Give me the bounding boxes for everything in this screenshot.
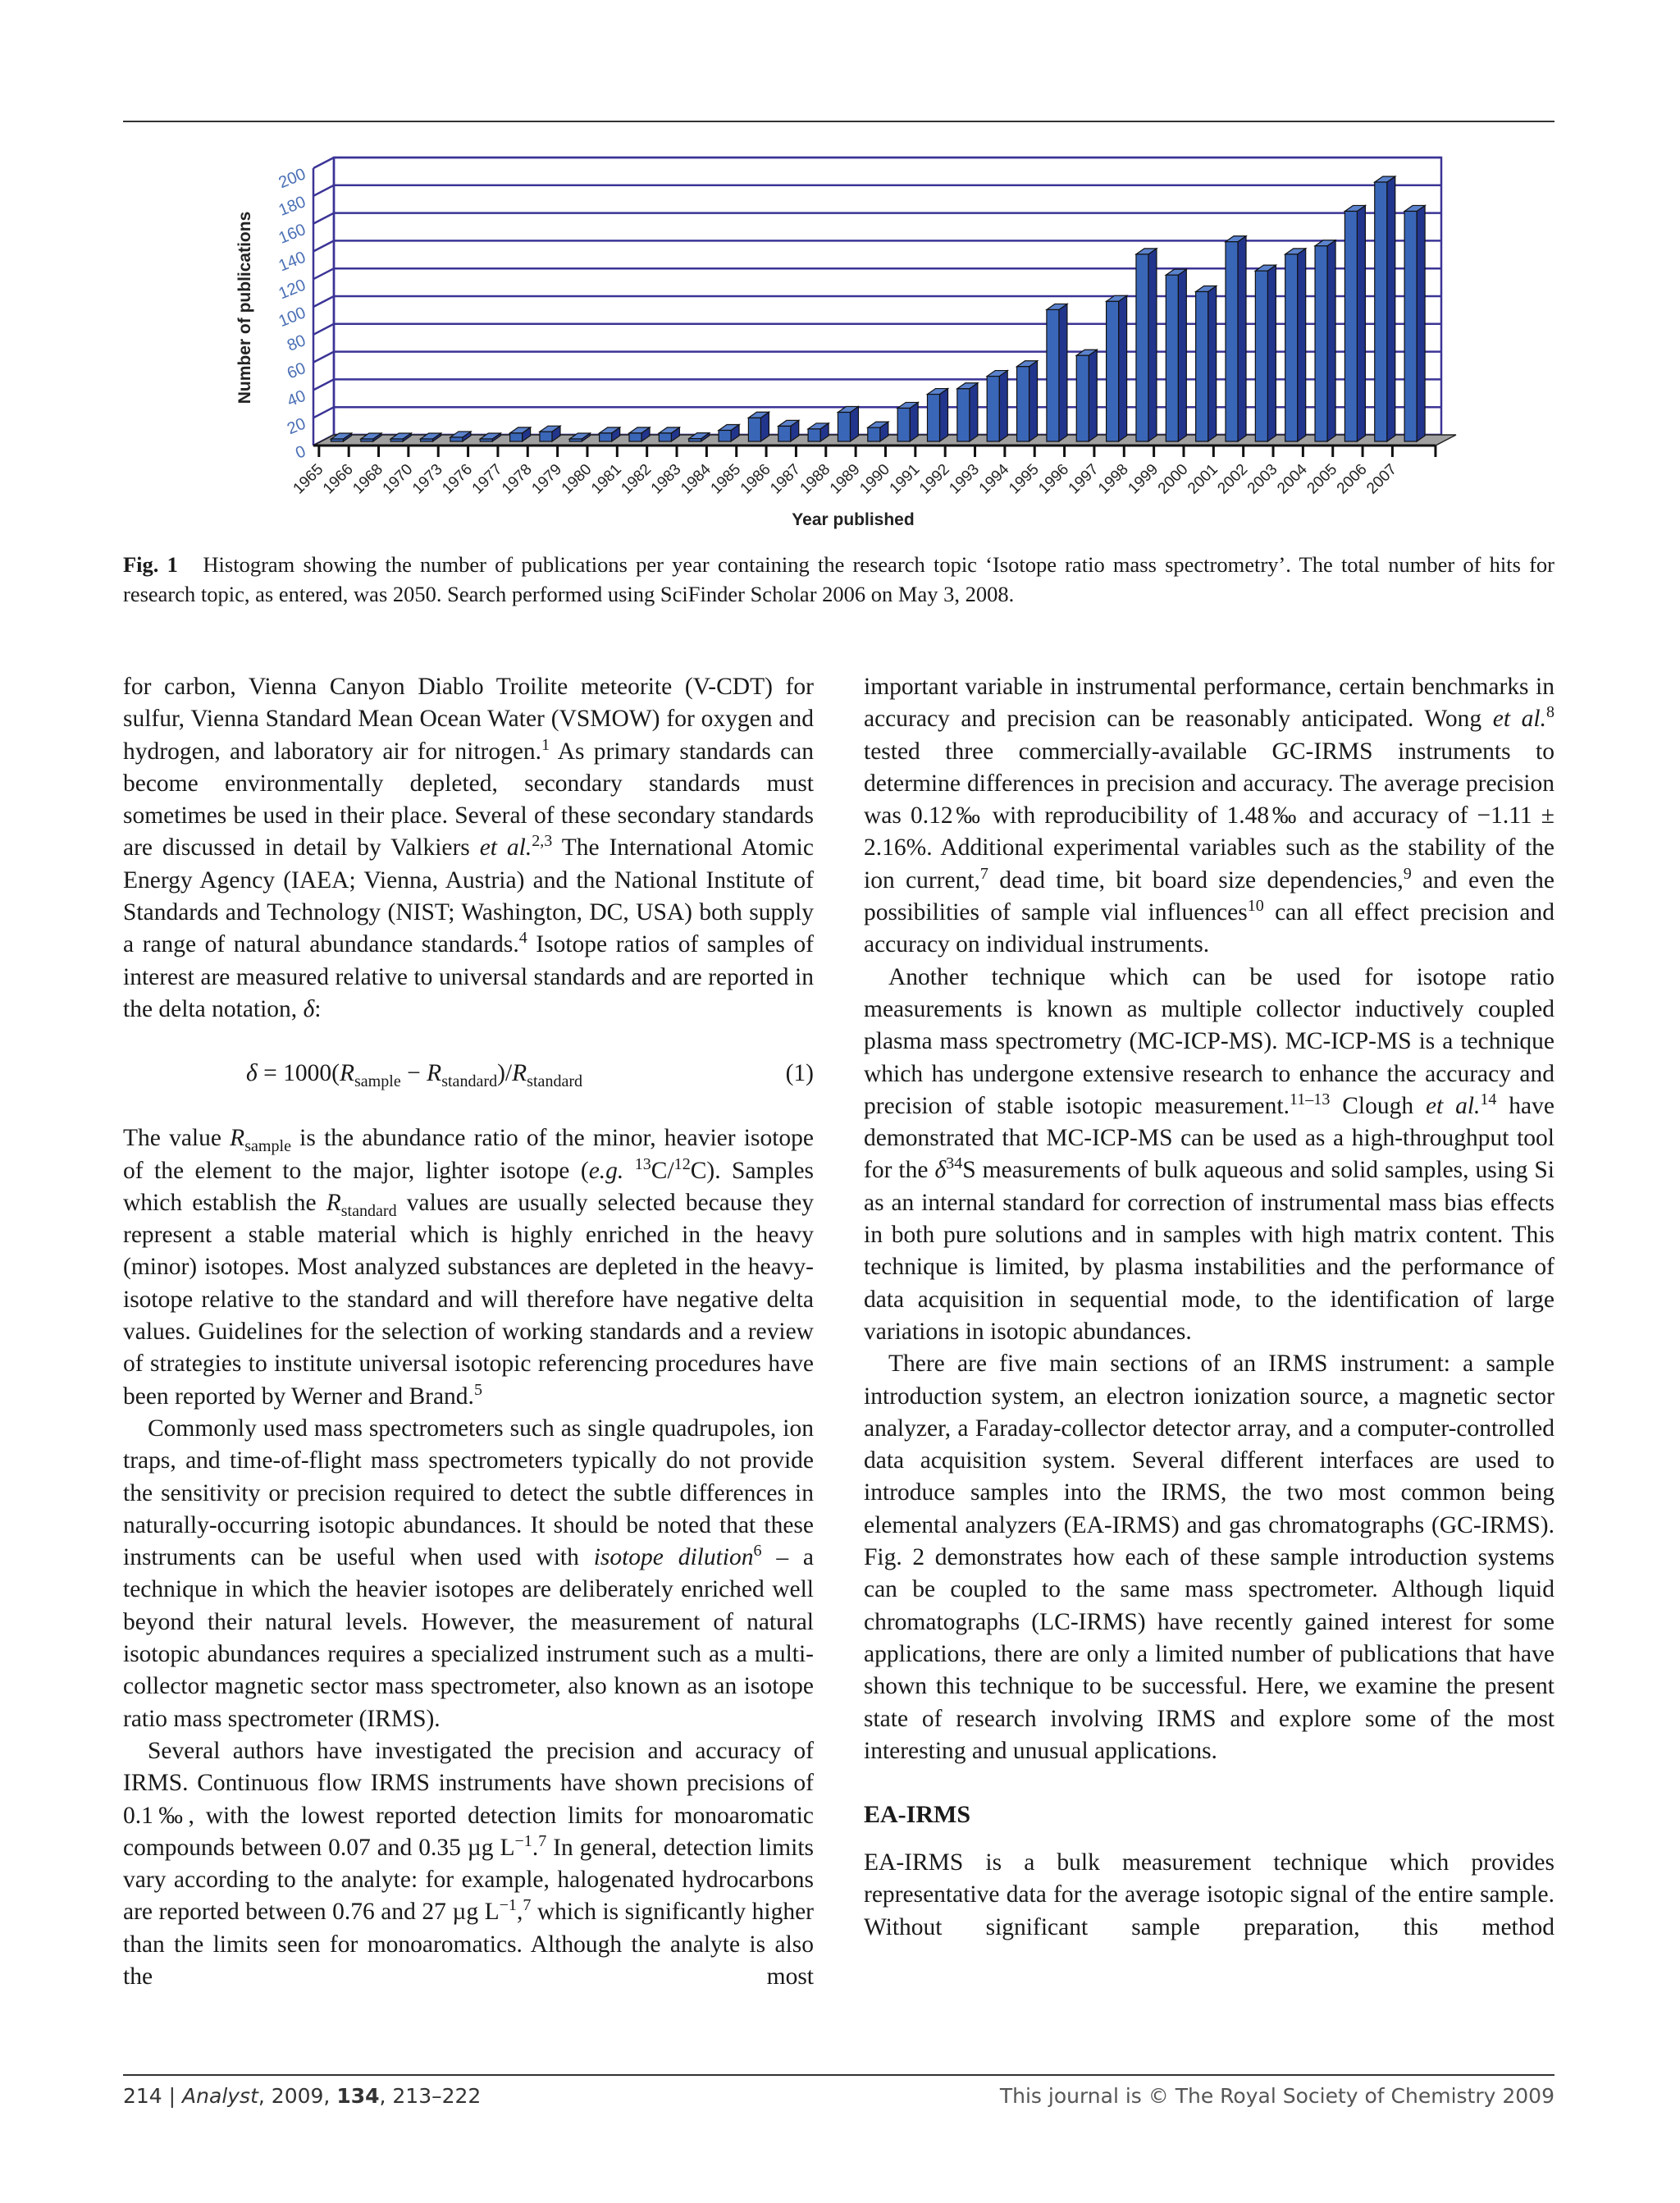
bar-front <box>1255 271 1267 441</box>
bar <box>1285 249 1306 441</box>
bar-front <box>331 439 344 441</box>
bar-side <box>1148 249 1157 441</box>
x-tick-label: 1987 <box>767 460 804 498</box>
bar-front <box>1017 367 1029 441</box>
gridline <box>313 240 1441 251</box>
x-tick-label: 2004 <box>1274 460 1311 498</box>
bar-front <box>1107 301 1119 441</box>
y-tick-label: 140 <box>276 248 308 276</box>
text-run: Isotope ratios of samples of interest are measured relative to universal standards and are reported in the delta notation, <box>123 931 814 1022</box>
section-heading: EA-IRMS <box>864 1801 971 1829</box>
text-run: The International Atomic Energy Agency (IAEA; Vienna, Austria) and the National Institute of Standards and Technology (NIST; Washington, DC, USA) both supply a range of natural abundance standards. <box>123 834 814 958</box>
x-tick-label: 1986 <box>737 460 774 498</box>
superscript: 7 <box>523 1896 532 1915</box>
x-tick-label: 1998 <box>1095 460 1132 498</box>
bar-front <box>600 433 612 441</box>
bar <box>928 389 948 441</box>
superscript: 11–13 <box>1289 1090 1331 1109</box>
bar-front <box>390 439 403 441</box>
italic-text: R <box>427 1060 442 1087</box>
equation-number: (1) <box>785 1060 814 1087</box>
text-run: tested three commercially-available GC-IRMS instruments to determine differences in precision and accuracy. The average precision was 0.12‰ with reproducibility of 1.48‰ and accuracy of −1.11 ± 2.16%. Additional experimental variables such as the stability of the ion current, <box>864 738 1554 894</box>
x-tick-label: 1995 <box>1006 460 1043 498</box>
superscript: −1 <box>514 1831 532 1850</box>
y-tick-label: 120 <box>276 276 308 304</box>
bar-front <box>629 433 641 441</box>
superscript: 7 <box>538 1831 547 1850</box>
equation-block <box>123 1026 814 1122</box>
x-tick-label: 1976 <box>439 460 477 498</box>
bar-side <box>970 383 978 441</box>
gridline <box>313 158 1441 168</box>
text-run: Commonly used mass spectrometers such as single quadrupoles, ion traps, and time-of-flight mass spectrometers typically do not provide the sensitivity or precision required to detect the subtle differences in naturally-occurring isotopic abundances. It should be noted that these instruments can be useful when used with <box>123 1415 814 1571</box>
text-run: S measurements of bulk aqueous and solid samples, using Si as an internal standard for correction of instrumental mass bias effects in both pure solutions and in samples with high matrix content. This technique is limited, by plasma instabilities and the performance of data acquisition in sequential mode, to the identification of large variations in isotopic abundances. <box>864 1157 1555 1345</box>
x-tick-label: 1985 <box>707 460 745 498</box>
y-tick-label: 180 <box>276 193 308 220</box>
bar <box>778 420 799 441</box>
right-column <box>864 671 1554 1944</box>
bar-side <box>1387 176 1395 441</box>
bar <box>838 407 858 441</box>
bar-front <box>689 439 701 441</box>
text-run: C/ <box>651 1157 674 1184</box>
x-tick-label: 2003 <box>1244 460 1281 498</box>
paragraph <box>864 962 1554 1349</box>
bar <box>1076 350 1097 441</box>
subscript: standard <box>441 1072 498 1091</box>
italic-text: δ <box>303 995 315 1022</box>
x-tick-label: 1984 <box>678 460 714 498</box>
bar-front <box>748 418 760 441</box>
x-tick-label: 1997 <box>1065 460 1102 498</box>
bar-side <box>999 371 1007 441</box>
x-tick-label: 2000 <box>1154 460 1192 498</box>
left-column <box>123 671 814 1993</box>
x-tick-label: 1977 <box>468 460 506 498</box>
bar-front <box>421 439 433 441</box>
caption-text: Histogram showing the number of publications per year containing the research topic ‘Isotope ratio mass spectrometry’. The total number of hits for research topic, as entered, was 2050. Search performed using SciFinder Scholar 2006 on May 3, 2008. <box>123 552 1554 606</box>
bar-front <box>808 429 820 441</box>
bar <box>1017 361 1038 441</box>
bar-front <box>1404 211 1417 441</box>
x-tick-label: 1965 <box>290 460 327 498</box>
text-run: )/ <box>497 1060 513 1087</box>
bar-front <box>1076 355 1089 441</box>
x-tick-label: 1970 <box>379 460 417 498</box>
superscript: 8 <box>1545 703 1554 722</box>
text-run: In general, detection limits vary according to the analyte: for example, halogenated hydrocarbons are reported between 0.76 and 27 µg L <box>123 1834 814 1926</box>
bar <box>1166 269 1186 441</box>
superscript: 6 <box>753 1542 762 1561</box>
bar <box>897 402 918 441</box>
paragraph <box>123 1735 814 1993</box>
x-tick-label: 1992 <box>915 460 953 498</box>
bar-front <box>1166 275 1178 441</box>
bar-front <box>1375 182 1387 441</box>
x-tick-label: 1978 <box>499 460 536 498</box>
bar <box>957 383 978 441</box>
italic-text: isotope dilution <box>593 1544 754 1571</box>
bar-front <box>569 439 582 441</box>
text-run: − <box>400 1060 427 1087</box>
bar-front <box>957 389 970 441</box>
paragraph <box>123 1413 814 1735</box>
subscript: sample <box>244 1137 291 1156</box>
paragraph <box>123 1122 814 1413</box>
superscript: 2,3 <box>532 832 553 851</box>
gridline <box>313 213 1441 224</box>
bar-side <box>1267 265 1276 441</box>
bar-side <box>910 402 918 441</box>
bar-side <box>1417 205 1425 441</box>
bar-front <box>719 430 731 441</box>
y-tick-label: 60 <box>285 359 308 383</box>
italic-text: R <box>512 1060 527 1087</box>
year: , 2009, <box>258 2084 337 2108</box>
superscript: 9 <box>1403 864 1412 883</box>
paragraph <box>123 671 814 1026</box>
text-run: . <box>532 1834 539 1861</box>
bar-front <box>480 439 492 441</box>
bar-front <box>1344 211 1357 441</box>
page-range: , 213–222 <box>379 2084 482 2108</box>
x-tick-label: 1968 <box>349 460 387 498</box>
superscript: 7 <box>979 864 988 883</box>
bar-front <box>510 433 523 441</box>
italic-text: R <box>339 1060 354 1087</box>
page-number: 214 <box>123 2084 162 2108</box>
bar-front <box>1285 254 1298 441</box>
superscript: 5 <box>473 1380 482 1399</box>
text-run: Several authors have investigated the precision and accuracy of IRMS. Continuous flow IRMS instruments have shown precisions of 0.1‰, with the lowest reported detection limits for monoaromatic compounds between 0.07 and 0.35 µg L <box>123 1737 814 1861</box>
bar-front <box>1226 242 1238 441</box>
x-tick-label: 1991 <box>886 460 924 498</box>
bar-front <box>540 432 552 441</box>
y-tick-label: 100 <box>276 304 308 331</box>
y-tick-label: 80 <box>285 331 308 355</box>
bar-side <box>1178 269 1186 441</box>
superscript: 13 <box>634 1154 651 1173</box>
footer-copyright: This journal is © The Royal Society of Chemistry 2009 <box>999 2084 1554 2108</box>
superscript: 4 <box>518 929 527 948</box>
text-run: Another technique which can be used for isotope ratio measurements is known as multiple collector inductively coupled plasma mass spectrometry (MC-ICP-MS). MC-ICP-MS is a technique which has undergone extensive research to enhance the accuracy and precision of stable isotopic measurement. <box>864 963 1554 1119</box>
bar-front <box>897 408 910 441</box>
text-run: which is significantly higher than the limits seen for monoaromatics. Although the analyte is also the most <box>123 1899 814 1990</box>
y-axis-title: Number of publications <box>235 211 254 404</box>
bar-front <box>361 439 373 441</box>
bar-front <box>778 426 791 441</box>
text-run: There are five main sections of an IRMS instrument: a sample introduction system, an electron ionization source, a magnetic sector analyzer, a Faraday-collector detector array, and a computer-controlled data acquisition system. Several different interfaces are used to introduce samples into the IRMS, the two most common being elemental analyzers (EA-IRMS) and gas chromatographs (GC-IRMS). Fig. 2 demonstrates how each of these sample introduction systems can be coupled to the same mass spectrometer. Although liquid chromatographs (LC-IRMS) have recently gained interest for some applications, there are only a limited number of publications that have shown this technique to be successful. Here, we examine the present state of research involving IRMS and explore some of the most interesting and unusual applications. <box>864 1351 1554 1764</box>
y-tick-label: 0 <box>293 442 308 463</box>
paragraph <box>864 1847 1554 1944</box>
paragraph <box>864 1348 1554 1767</box>
bar <box>1375 176 1395 441</box>
text-run: values are usually selected because they represent a stable material which is highly enriched in the heavy (minor) isotopes. Most analyzed substances are depleted in the heavy-isotope relative to the standard and will therefore have negative delta values. Guidelines for the selection of working standards and a review of strategies to institute universal isotopic referencing procedures have been reported by Werner and Brand. <box>123 1189 814 1410</box>
x-tick-label: 1983 <box>647 460 685 498</box>
x-tick-label: 1979 <box>528 460 566 498</box>
footer-citation <box>123 2084 481 2108</box>
bar-front <box>450 437 463 441</box>
volume: 134 <box>336 2084 380 2108</box>
text-run: : <box>314 995 322 1022</box>
text-run: dead time, bit board size dependencies, <box>988 866 1404 894</box>
x-tick-label: 2007 <box>1363 460 1400 498</box>
bar <box>1344 205 1365 441</box>
text-run: Clough <box>1330 1092 1426 1119</box>
text-run: is the abundance ratio of the minor, heavier isotope of the element to the major, lighter isotope ( <box>123 1125 814 1184</box>
bar-front <box>1196 291 1208 441</box>
bar-side <box>1059 304 1067 441</box>
bar-front <box>659 433 671 441</box>
bar-front <box>868 427 880 441</box>
x-tick-label: 1988 <box>797 460 834 498</box>
subscript: standard <box>340 1201 397 1220</box>
superscript: 12 <box>673 1154 691 1173</box>
bar-side <box>1029 361 1038 441</box>
y-tick-label: 40 <box>285 386 308 411</box>
bar <box>1107 295 1127 441</box>
x-tick-label: 1966 <box>319 460 357 498</box>
italic-text: δ <box>246 1060 258 1087</box>
text-run: = 1000( <box>257 1060 340 1087</box>
bar <box>987 371 1007 441</box>
y-tick-label: 200 <box>276 165 308 193</box>
x-tick-label: 1999 <box>1125 460 1162 498</box>
bar-side <box>1327 240 1335 441</box>
x-tick-label: 1990 <box>856 460 894 498</box>
gridline <box>313 185 1441 196</box>
x-axis-title: Year published <box>792 510 915 529</box>
figure-label: Fig. 1 <box>123 552 178 577</box>
bar <box>1255 265 1276 441</box>
paragraph <box>864 671 1554 962</box>
text-run: C). Samples which establish the <box>123 1157 815 1216</box>
italic-text: e.g. <box>588 1157 624 1184</box>
italic-text: et al. <box>479 834 532 862</box>
subscript: standard <box>527 1072 583 1091</box>
bar-front <box>1136 254 1148 441</box>
x-tick-label: 2001 <box>1185 460 1221 498</box>
x-tick-label: 1973 <box>409 460 446 498</box>
x-tick-label: 1996 <box>1035 460 1073 498</box>
text-run: , <box>516 1899 523 1926</box>
superscript: 1 <box>541 735 550 754</box>
text-run: – a technique in which the heavier isotopes are deliberately enriched well beyond their natural levels. However, the measurement of natural isotopic abundances requires a specialized instrument such as a multi-collector magnetic sector mass spectrometer, also known as an isotope ratio mass spectrometer (IRMS). <box>123 1544 815 1732</box>
x-tick-label: 1989 <box>826 460 864 498</box>
bar-front <box>1315 246 1327 441</box>
x-tick-label: 2002 <box>1214 460 1252 498</box>
x-tick-label: 1994 <box>975 460 1013 498</box>
bar <box>1196 286 1217 441</box>
text-run: EA-IRMS is a bulk measurement technique which provides representative data for the average isotopic signal of the entire sample. Without significant sample preparation, this method <box>864 1849 1554 1940</box>
bar-side <box>1357 205 1365 441</box>
y-tick-label: 160 <box>276 220 308 248</box>
x-tick-label: 2005 <box>1303 460 1341 498</box>
x-tick-label: 1980 <box>558 460 596 498</box>
text-run: The value <box>123 1125 231 1152</box>
superscript: 10 <box>1247 897 1264 916</box>
text-run <box>623 1158 634 1184</box>
x-tick-label: 2006 <box>1333 460 1371 498</box>
superscript: 34 <box>946 1154 963 1173</box>
separator: | <box>162 2084 183 2108</box>
bar <box>1315 240 1335 441</box>
bar-side <box>1089 350 1097 441</box>
italic-text: et al. <box>1425 1092 1481 1119</box>
superscript: 14 <box>1480 1090 1497 1109</box>
italic-text: δ <box>934 1157 947 1184</box>
journal-name: Analyst <box>182 2084 258 2108</box>
x-tick-label: 1981 <box>588 460 625 498</box>
text-run: can all effect precision and accuracy on individual instruments. <box>864 899 1554 958</box>
italic-text: R <box>230 1125 245 1152</box>
bar <box>748 412 769 441</box>
bar <box>1404 205 1425 441</box>
text-run: for carbon, Vienna Canyon Diablo Troilite meteorite (V-CDT) for sulfur, Vienna Standard Mean Ocean Water (VSMOW) for oxygen and hydrogen, and laboratory air for nitrogen. <box>123 674 814 765</box>
bar-side <box>940 389 948 441</box>
bar-front <box>1047 309 1059 441</box>
bar-side <box>1208 286 1217 441</box>
bar-front <box>928 395 940 441</box>
x-tick-label: 1993 <box>946 460 984 498</box>
publications-histogram <box>221 148 1468 542</box>
bottom-rule <box>123 2074 1554 2076</box>
x-tick-label: 1982 <box>618 460 655 498</box>
top-rule <box>123 121 1554 122</box>
figure-caption <box>123 550 1554 609</box>
italic-text: R <box>326 1189 341 1216</box>
bar <box>1136 249 1157 441</box>
bar-side <box>1119 295 1127 441</box>
bar-side <box>1238 236 1246 441</box>
bar-side <box>1298 249 1306 441</box>
superscript: −1 <box>499 1896 517 1915</box>
bar-front <box>838 413 850 441</box>
y-tick-label: 20 <box>285 414 308 439</box>
text-run: and even the possibilities of sample vial influences <box>864 866 1555 926</box>
bar <box>1226 236 1246 441</box>
bar <box>1047 304 1067 441</box>
subscript: sample <box>354 1072 401 1091</box>
text-run: important variable in instrumental performance, certain benchmarks in accuracy and precision can be reasonably anticipated. Wong <box>864 674 1554 733</box>
text-run: have demonstrated that MC-ICP-MS can be used as a high-throughput tool for the <box>864 1092 1554 1184</box>
delta-equation <box>246 1058 582 1090</box>
text-run: As primary standards can become environmentally depleted, secondary standards must sometimes be used in their place. Several of these secondary standards are discussed in detail by Valkiers <box>123 738 814 862</box>
italic-text: et al. <box>1492 706 1546 733</box>
bar-front <box>987 377 999 441</box>
